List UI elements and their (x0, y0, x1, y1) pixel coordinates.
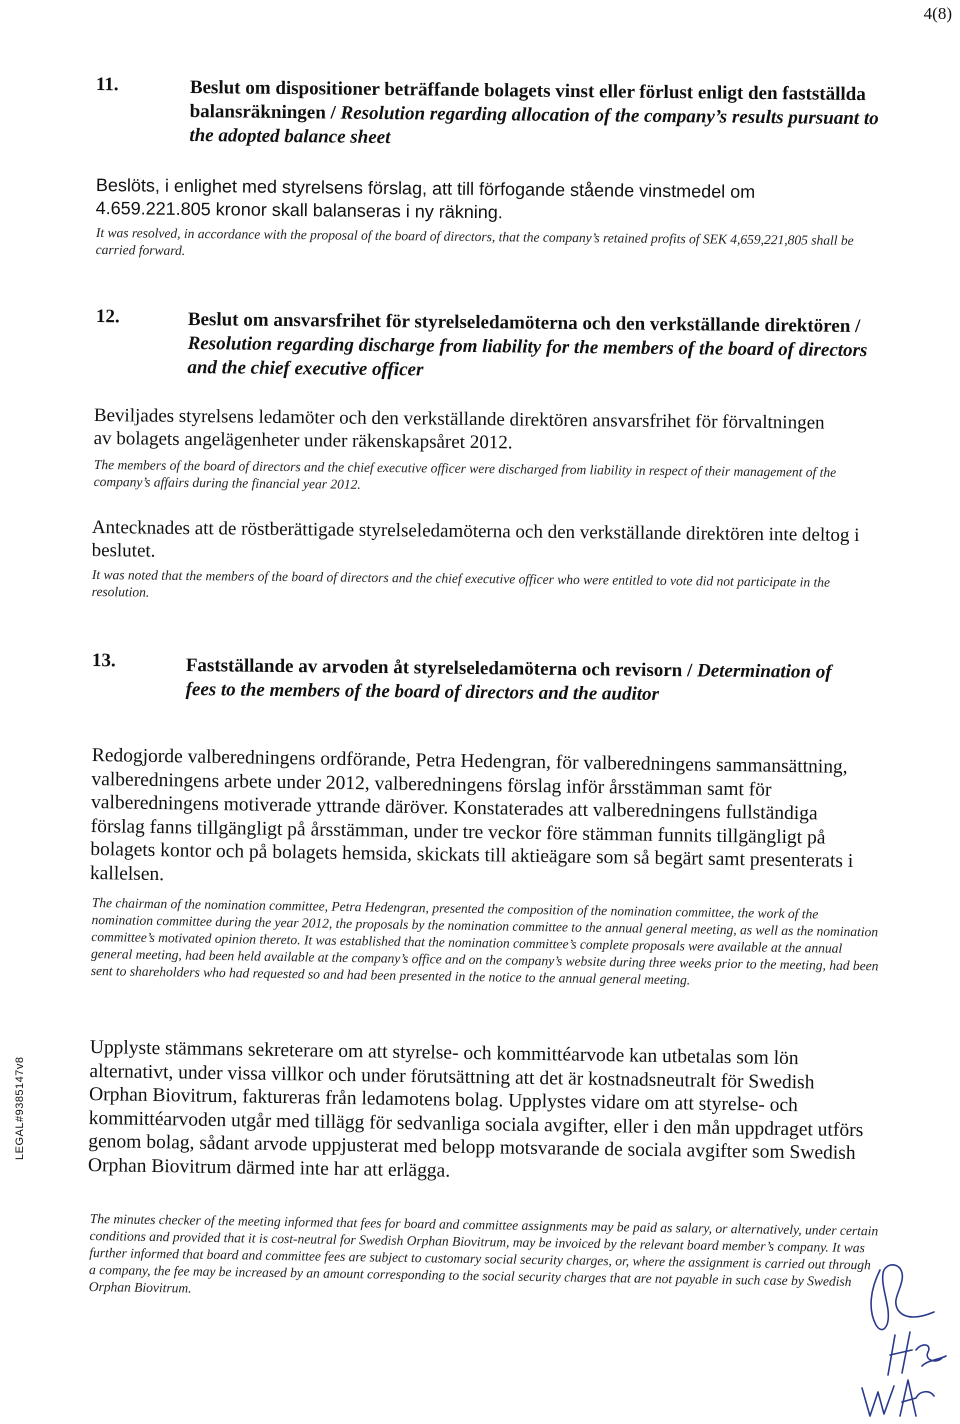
section-13-para1-sv: Redogjorde valberedningens ordförande, Petra Hedengran, för valberedningens sammansättning, valberedningens arbete under 2012, valberedningens förslag inför årsstämman samt för valberedningens motiverade yttrande däröver. Konstaterades att valberedningens fullständiga förslag fanns tillgängligt på årsstämman, under tre veckor före stämman funnits tillgängligt på bolagets kontor och på bolagets hemsida, skickats till aktieägare som så begärt samt presenterats i kallelsen. (89, 744, 854, 885)
section-11-para-sv: Beslöts, i enlighet med styrelsens förslag, att till förfogande stående vinstmedel om 4.659.221.805 kronor skall balanseras i ny räkning. (95, 174, 756, 223)
initials-wa (862, 1380, 934, 1416)
section-13-heading-sv: Fastställande av arvoden åt styrelseledamöterna och revisorn / (185, 654, 698, 682)
section-13-heading-en: Determination of fees to the members of the board of directors and the auditor (185, 660, 832, 705)
document-id: LEGAL#9385147v8 (14, 1056, 26, 1160)
section-13-heading (185, 654, 845, 709)
section-12-para1-en: The members of the board of directors and the chief executive officer were discharged from liability in respect of their management of the company’s affairs during the financial year 2012. (93, 456, 837, 492)
section-12-para2-sv: Antecknades att de röstberättigade styrelseledamöterna och den verkställande direktören inte deltog i beslutet. (91, 516, 860, 562)
section-11-heading-sv: Beslut om dispositioner beträffande bolagets vinst eller förlust enligt den fastställda balansräkningen / (189, 76, 866, 124)
section-12-para2-en: It was noted that the members of the board of directors and the chief executive officer who were entitled to vote did not participate in the resolution. (91, 566, 831, 600)
section-13-para2-sv: Upplyste stämmans sekreterare om att styrelse- och kommittéarvode kan utbetalas som lön alternativt, under vissa villkor och under förutsättning att det är kostnadsneutralt för Swedish Orphan Biovitrum, faktureras från ledamotens bolag. Upplystes vidare om att styrelse- och kommittéarvoden utgår med tillägg för sedvanliga sociala avgifter, eller i den mån uppdraget utförs genom bolag, sådant arvode uppjusterat med belopp motsvarande de sociala avgifter som Swedish Orphan Biovitrum därmed inte har att erlägga. (87, 1036, 864, 1182)
section-13-para2-en: The minutes checker of the meeting informed that fees for board and committee assignments may be paid as salary, or alternatively, under certain conditions and provided that it is cost-neutral for Swedish Orphan Biovitrum, may be invoiced by the relevant board member’s company. It was further informed that board and committee fees are subject to customary social security charges, or, where the assignment is carried out through a company, the fee may be increased by an amount corresponding to the social security charges that are not payable in such case by Swedish Orphan Biovitrum. (88, 1210, 879, 1296)
initials-h (888, 1332, 912, 1375)
section-12-heading-sv: Beslut om ansvarsfrihet för styrelseledamöterna och den verkställande direktören / (187, 308, 861, 338)
section-13-number: 13. (91, 650, 116, 672)
page-number: 4(8) (923, 4, 952, 23)
section-12-para1-sv: Beviljades styrelsens ledamöter och den verkställande direktören ansvarsfrihet för förvaltningen av bolagets angelägenheter under räkenskapsåret 2012. (93, 404, 825, 454)
section-11-heading (189, 76, 880, 155)
section-12-heading-en: Resolution regarding discharge from liability for the members of the board of directors and the chief executive officer (187, 332, 868, 381)
section-13-para1-en: The chairman of the nomination committee, Petra Hedengran, presented the composition of the nomination committee, the work of the nomination committee during the year 2012, the proposals by the nomination committee to the annual general meeting, as well as the nomination committee’s motivated opinion thereto. It was established that the nomination committee’s complete proposals were available at the annual general meeting, had been held available at the company’s office and on the company’s website during three weeks prior to the meeting, had been sent to shareholders who had requested so and had been presented in the notice to the annual general meeting. (90, 894, 879, 988)
section-11-number: 11. (95, 74, 119, 96)
section-11-para-en: It was resolved, in accordance with the proposal of the board of directors, that the company’s retained profits of SEK 4,659,221,805 shall be carried forward. (95, 224, 854, 258)
signature-stroke (871, 1265, 934, 1330)
signature-initials (850, 1240, 960, 1420)
section-12-heading (187, 308, 878, 387)
initials-s (916, 1345, 946, 1366)
section-12-number: 12. (95, 306, 120, 328)
section-11-heading-en: Resolution regarding allocation of the company’s results pursuant to the adopted balance sheet (189, 102, 879, 149)
